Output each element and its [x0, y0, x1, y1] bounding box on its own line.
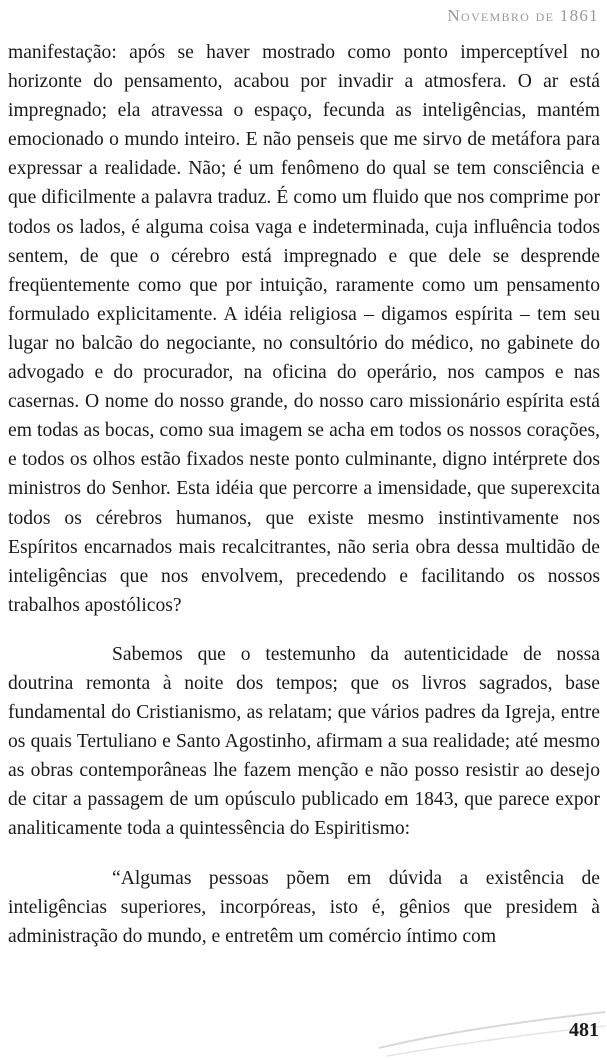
paragraph-continuation: manifestação: após se haver mostrado como ponto imperceptível no horizonte do pensamento, acabou por invadir a atmosfera. O ar está impregnado; ela atravessa o espaço, fecunda as inteligências, mantém emocionado o mundo inteiro. E não penseis que me sirvo de metáfora para expressar a realidade. Não; é um fenômeno do qual se tem consciência e que dificilmente a palavra traduz. É como um fluido que nos comprime por todos os lados, é alguma coisa vaga e indeterminada, cuja influência todos sentem, de que o cérebro está impregnado e que dele se desprende freqüentemente como que por intuição, raramente como um pensamento formulado explicitamente. A idéia religiosa – digamos espírita – tem seu lugar no balcão do negociante, no consultório do médico, no gabinete do advogado e do procurador, na oficina do operário, nos campos e nas casernas. O nome do nosso grande, do nosso caro missionário espírita está em todas as bocas, como sua imagem se acha em todos os nossos corações, e todos os olhos estão fixados neste ponto culminante, digno intérprete dos ministros do Senhor. Esta idéia que percorre a imensidade, que superexcita todos os cérebros humanos, que existe mesmo instintivamente nos Espíritos encarnados mais recalcitrantes, não seria obra dessa multidão de inteligências que nos envolvem, precedendo e facilitando os nossos trabalhos apostólicos? [8, 42, 600, 616]
running-header: Novembro de 1861 [447, 6, 599, 25]
paragraph-quotation: “Algumas pessoas põem em dúvida a existência de inteligências superiores, incorpóreas, isto é, gênios que presidem à administração do mundo, e entretêm um comércio íntimo com [8, 867, 600, 947]
page-number: 481 [569, 1019, 599, 1041]
paragraph-testimony: Sabemos que o testemunho da autenticidade de nossa doutrina remonta à noite dos tempos; que os livros sagrados, base fundamental do Cristianismo, as relatam; que vários padres da Igreja, entre os quais Tertuliano e Santo Agostinho, afirmam a sua realidade; até mesmo as obras contemporâneas lhe fazem menção e não posso resistir ao desejo de citar a passagem de um opúsculo publicado em 1843, que parece expor analiticamente toda a quintessência do Espiritismo: [8, 643, 600, 840]
page-body [8, 38, 600, 951]
